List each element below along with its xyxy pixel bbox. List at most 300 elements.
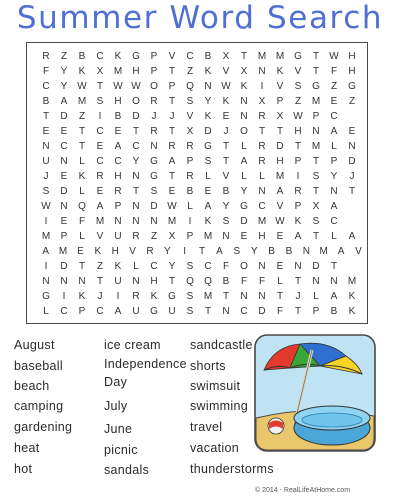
grid-letter: N xyxy=(258,291,266,302)
grid-letter: V xyxy=(96,231,104,242)
grid-letter: B xyxy=(268,246,275,257)
grid-letter: V xyxy=(276,81,284,92)
grid-letter: E xyxy=(42,126,50,137)
grid-letter: K xyxy=(276,66,284,77)
grid-letter: L xyxy=(187,201,193,212)
grid-letter: R xyxy=(42,51,50,62)
grid-letter: X xyxy=(168,231,176,242)
grid-letter: L xyxy=(133,261,139,272)
grid-letter: U xyxy=(114,231,122,242)
grid-letter: M xyxy=(311,141,321,152)
word-list-item: Independence xyxy=(104,357,187,371)
grid-letter: Q xyxy=(204,276,212,287)
grid-letter: S xyxy=(186,291,194,302)
grid-letter: W xyxy=(77,81,87,92)
grid-letter: E xyxy=(60,126,68,137)
grid-letter: K xyxy=(348,306,356,317)
grid-row xyxy=(27,109,367,124)
grid-letter: M xyxy=(347,276,357,287)
grid-letter: V xyxy=(276,201,284,212)
grid-letter: L xyxy=(241,171,247,182)
grid-letter: J xyxy=(169,111,175,122)
grid-row xyxy=(27,229,367,244)
grid-letter: C xyxy=(132,141,140,152)
grid-letter: F xyxy=(222,261,230,272)
grid-letter: G xyxy=(168,291,176,302)
grid-letter: N xyxy=(240,291,248,302)
grid-letter: X xyxy=(276,111,284,122)
grid-letter: X xyxy=(240,66,248,77)
grid-letter: T xyxy=(168,96,176,107)
grid-letter: S xyxy=(233,246,241,257)
grid-letter: L xyxy=(205,171,211,182)
grid-letter: Y xyxy=(163,246,171,257)
grid-letter: V xyxy=(222,66,230,77)
grid-letter: S xyxy=(312,216,320,227)
grid-letter: E xyxy=(204,186,212,197)
word-list-item: camping xyxy=(14,399,64,413)
grid-letter: D xyxy=(60,111,68,122)
grid-letter: S xyxy=(186,96,194,107)
grid-letter: U xyxy=(114,276,122,287)
grid-row xyxy=(27,79,367,94)
grid-letter: S xyxy=(42,186,50,197)
grid-letter: B xyxy=(330,306,338,317)
word-list-item: Day xyxy=(104,375,128,389)
word-list-item: sandcastle xyxy=(190,338,253,352)
grid-letter: Z xyxy=(150,231,158,242)
grid-letter: R xyxy=(146,246,154,257)
grid-letter: S xyxy=(204,156,212,167)
grid-letter: L xyxy=(79,231,85,242)
grid-letter: E xyxy=(276,261,284,272)
grid-letter: K xyxy=(294,216,302,227)
grid-letter: N xyxy=(258,261,266,272)
grid-letter: X xyxy=(258,96,266,107)
grid-row xyxy=(27,274,367,289)
copyright-footer: © 2014 - RealLifeAtHome.com xyxy=(255,487,351,494)
grid-letter: T xyxy=(42,111,50,122)
grid-letter: C xyxy=(330,216,338,227)
grid-letter: L xyxy=(313,291,319,302)
grid-letter: N xyxy=(240,96,248,107)
grid-letter: V xyxy=(294,66,302,77)
grid-row xyxy=(27,154,367,169)
word-list-item: July xyxy=(104,399,128,413)
grid-letter: T xyxy=(132,186,140,197)
page-title: Summer Word Search xyxy=(16,0,384,36)
grid-letter: P xyxy=(168,81,176,92)
grid-letter: X xyxy=(96,66,104,77)
grid-letter: G xyxy=(150,171,158,182)
grid-letter: N xyxy=(312,276,320,287)
grid-letter: V xyxy=(129,246,136,257)
word-list-item: swimming xyxy=(190,399,248,413)
grid-letter: G xyxy=(204,141,212,152)
grid-letter: N xyxy=(150,141,158,152)
grid-letter: G xyxy=(42,291,50,302)
grid-letter: Q xyxy=(78,201,86,212)
grid-letter: C xyxy=(60,306,68,317)
grid-letter: J xyxy=(43,171,49,182)
grid-letter: N xyxy=(42,276,50,287)
grid-letter: M xyxy=(41,231,51,242)
grid-letter: T xyxy=(78,141,86,152)
grid-letter: K xyxy=(348,291,356,302)
grid-letter: R xyxy=(168,141,176,152)
grid-letter: R xyxy=(258,156,266,167)
grid-letter: R xyxy=(258,111,266,122)
grid-letter: M xyxy=(95,216,105,227)
grid-letter: V xyxy=(186,111,194,122)
grid-row xyxy=(27,184,367,199)
grid-letter: P xyxy=(114,201,122,212)
grid-letter: R xyxy=(150,126,158,137)
grid-letter: E xyxy=(330,96,338,107)
grid-letter: C xyxy=(186,51,194,62)
grid-letter: U xyxy=(168,306,176,317)
grid-letter: M xyxy=(319,246,328,257)
grid-letter: N xyxy=(222,306,230,317)
grid-letter: I xyxy=(188,216,192,227)
grid-letter: N xyxy=(348,141,356,152)
grid-letter: R xyxy=(132,231,140,242)
grid-letter: E xyxy=(77,246,84,257)
grid-letter: T xyxy=(240,51,248,62)
grid-letter: P xyxy=(330,156,338,167)
grid-letter: M xyxy=(77,96,87,107)
grid-letter: I xyxy=(62,291,66,302)
grid-letter: O xyxy=(240,126,248,137)
grid-row xyxy=(27,214,367,229)
grid-letter: T xyxy=(294,276,302,287)
grid-letter: N xyxy=(330,276,338,287)
grid-letter: A xyxy=(168,156,176,167)
grid-letter: A xyxy=(240,156,248,167)
grid-letter: T xyxy=(222,156,230,167)
grid-letter: R xyxy=(186,171,194,182)
grid-letter: V xyxy=(355,246,362,257)
grid-letter: D xyxy=(240,216,248,227)
grid-letter: Y xyxy=(168,261,176,272)
grid-letter: L xyxy=(79,186,85,197)
grid-letter: P xyxy=(294,156,302,167)
grid-letter: A xyxy=(204,201,212,212)
word-list-item: swimsuit xyxy=(190,379,241,393)
grid-letter: R xyxy=(294,186,302,197)
word-list-item: thunderstorms xyxy=(190,462,274,476)
grid-letter: P xyxy=(60,231,68,242)
grid-letter: N xyxy=(204,81,212,92)
grid-letter: C xyxy=(96,306,104,317)
grid-letter: C xyxy=(42,81,50,92)
grid-letter: T xyxy=(348,186,356,197)
grid-letter: W xyxy=(167,201,177,212)
grid-letter: N xyxy=(132,216,140,227)
grid-letter: E xyxy=(60,171,68,182)
grid-letter: I xyxy=(183,246,187,257)
grid-letter: S xyxy=(96,96,104,107)
grid-letter: H xyxy=(294,126,302,137)
grid-letter: L xyxy=(43,306,49,317)
grid-letter: T xyxy=(312,156,320,167)
beach-umbrella-pool-illustration xyxy=(254,334,376,452)
word-list-item: vacation xyxy=(190,441,239,455)
grid-letter: C xyxy=(114,156,122,167)
grid-letter: N xyxy=(78,276,86,287)
grid-letter: H xyxy=(348,66,356,77)
grid-letter: K xyxy=(78,66,86,77)
grid-letter: F xyxy=(240,276,248,287)
grid-letter: H xyxy=(348,51,356,62)
grid-letter: P xyxy=(294,201,302,212)
grid-letter: D xyxy=(60,261,68,272)
grid-row xyxy=(27,64,367,79)
grid-letter: A xyxy=(114,306,122,317)
grid-letter: U xyxy=(132,306,140,317)
grid-letter: T xyxy=(132,126,140,137)
grid-letter: N xyxy=(294,261,302,272)
grid-letter: B xyxy=(204,51,212,62)
grid-letter: L xyxy=(277,276,283,287)
grid-letter: W xyxy=(221,81,231,92)
grid-letter: D xyxy=(348,156,356,167)
grid-letter: B xyxy=(186,186,194,197)
grid-letter: X xyxy=(222,51,230,62)
grid-letter: N xyxy=(132,171,140,182)
grid-letter: P xyxy=(186,156,194,167)
grid-letter: A xyxy=(42,246,50,257)
grid-letter: Y xyxy=(60,66,68,77)
grid-letter: A xyxy=(294,231,302,242)
grid-letter: W xyxy=(293,111,303,122)
grid-letter: K xyxy=(240,81,248,92)
grid-letter: T xyxy=(96,81,104,92)
grid-letter: L xyxy=(79,156,85,167)
grid-letter: S xyxy=(186,261,194,272)
grid-letter: A xyxy=(276,186,284,197)
grid-letter: D xyxy=(132,111,140,122)
grid-letter: C xyxy=(96,156,104,167)
grid-letter: P xyxy=(150,66,158,77)
grid-letter: T xyxy=(96,276,104,287)
grid-letter: G xyxy=(150,156,158,167)
grid-letter: A xyxy=(348,231,356,242)
grid-letter: T xyxy=(258,126,266,137)
grid-letter: C xyxy=(240,306,248,317)
grid-letter: N xyxy=(240,111,248,122)
word-list-item: ice cream xyxy=(104,338,161,352)
grid-letter: N xyxy=(60,276,68,287)
grid-letter: T xyxy=(199,246,206,257)
grid-letter: I xyxy=(98,111,102,122)
grid-letter: R xyxy=(114,186,122,197)
grid-letter: B xyxy=(222,186,230,197)
grid-letter: N xyxy=(330,186,338,197)
grid-letter: J xyxy=(97,291,103,302)
grid-letter: N xyxy=(312,126,320,137)
grid-letter: T xyxy=(294,306,302,317)
grid-letter: P xyxy=(150,51,158,62)
grid-letter: K xyxy=(204,66,212,77)
grid-letter: D xyxy=(60,186,68,197)
grid-row xyxy=(27,244,367,259)
grid-letter: A xyxy=(96,201,104,212)
grid-letter: H xyxy=(111,246,119,257)
grid-row xyxy=(27,139,367,154)
grid-letter: F xyxy=(258,276,266,287)
grid-letter: V xyxy=(222,171,230,182)
grid-letter: Q xyxy=(186,81,194,92)
grid-letter: I xyxy=(296,171,300,182)
grid-letter: E xyxy=(96,141,104,152)
word-list-item: beach xyxy=(14,379,50,393)
grid-letter: L xyxy=(331,231,337,242)
grid-letter: N xyxy=(258,66,266,77)
grid-letter: J xyxy=(151,111,157,122)
word-list-item: picnic xyxy=(104,443,138,457)
grid-letter: S xyxy=(186,306,194,317)
grid-row xyxy=(27,259,367,274)
grid-letter: Y xyxy=(250,246,258,257)
grid-letter: X xyxy=(312,201,320,212)
grid-letter: Z xyxy=(330,81,338,92)
grid-letter: L xyxy=(259,171,265,182)
grid-letter: T xyxy=(204,306,212,317)
grid-letter: S xyxy=(222,216,230,227)
grid-letter: E xyxy=(168,186,176,197)
grid-letter: Y xyxy=(60,81,68,92)
grid-letter: Y xyxy=(204,96,212,107)
word-list-item: August xyxy=(14,338,55,352)
grid-letter: E xyxy=(240,231,248,242)
grid-letter: I xyxy=(260,81,264,92)
grid-letter: I xyxy=(116,291,120,302)
grid-letter: H xyxy=(132,66,140,77)
grid-row xyxy=(27,304,367,319)
grid-letter: N xyxy=(132,276,140,287)
grid-letter: K xyxy=(150,291,158,302)
grid-letter: M xyxy=(58,246,68,257)
grid-letter: Q xyxy=(186,276,194,287)
grid-letter: A xyxy=(114,141,122,152)
grid-letter: T xyxy=(222,291,230,302)
grid-row xyxy=(27,199,367,214)
grid-letter: D xyxy=(312,261,320,272)
grid-letter: T xyxy=(78,261,86,272)
grid-letter: B xyxy=(222,276,230,287)
grid-letter: T xyxy=(294,141,302,152)
grid-letter: L xyxy=(331,141,337,152)
grid-letter: M xyxy=(203,291,213,302)
grid-row xyxy=(27,169,367,184)
grid-letter: Z xyxy=(78,111,86,122)
grid-letter: N xyxy=(222,231,230,242)
grid-letter: B xyxy=(114,111,122,122)
grid-letter: M xyxy=(203,231,213,242)
grid-letter: G xyxy=(150,306,158,317)
grid-letter: N xyxy=(150,216,158,227)
grid-letter: R xyxy=(186,141,194,152)
grid-letter: P xyxy=(186,231,194,242)
grid-letter: E xyxy=(96,186,104,197)
grid-letter: F xyxy=(276,306,284,317)
grid-letter: M xyxy=(167,216,177,227)
grid-letter: D xyxy=(204,126,212,137)
grid-row xyxy=(27,124,367,139)
grid-letter: K xyxy=(94,246,102,257)
grid-letter: P xyxy=(78,306,86,317)
grid-letter: K xyxy=(204,216,212,227)
word-list-item: baseball xyxy=(14,359,63,373)
grid-letter: Z xyxy=(294,96,302,107)
grid-letter: M xyxy=(113,66,123,77)
grid-row xyxy=(27,49,367,64)
grid-letter: T xyxy=(168,171,176,182)
grid-letter: Y xyxy=(132,156,140,167)
grid-letter: B xyxy=(42,96,50,107)
grid-letter: Z xyxy=(186,66,194,77)
grid-letter: A xyxy=(330,126,338,137)
grid-letter: T xyxy=(168,66,176,77)
grid-letter: L xyxy=(241,141,247,152)
grid-letter: E xyxy=(348,126,356,137)
grid-letter: Y xyxy=(330,171,338,182)
grid-letter: M xyxy=(257,216,267,227)
grid-letter: N xyxy=(258,186,266,197)
grid-letter: C xyxy=(96,51,104,62)
grid-letter: E xyxy=(222,111,230,122)
grid-letter: Z xyxy=(96,261,104,272)
grid-letter: S xyxy=(312,171,320,182)
grid-letter: K xyxy=(222,96,230,107)
grid-letter: P xyxy=(312,111,320,122)
grid-letter: C xyxy=(60,141,68,152)
grid-letter: N xyxy=(60,201,68,212)
grid-letter: Z xyxy=(60,51,68,62)
grid-letter: K xyxy=(78,291,86,302)
grid-letter: C xyxy=(96,126,104,137)
grid-letter: S xyxy=(294,81,302,92)
grid-letter: N xyxy=(114,216,122,227)
grid-letter: J xyxy=(295,291,301,302)
grid-letter: E xyxy=(276,231,284,242)
grid-letter: N xyxy=(60,156,68,167)
grid-letter: B xyxy=(78,51,86,62)
grid-letter: H xyxy=(114,171,122,182)
grid-letter: T xyxy=(276,126,284,137)
word-list-item: hot xyxy=(14,462,33,476)
grid-letter: A xyxy=(330,201,338,212)
grid-letter: H xyxy=(276,156,284,167)
grid-letter: S xyxy=(150,186,158,197)
grid-letter: E xyxy=(114,126,122,137)
grid-letter: T xyxy=(168,126,176,137)
grid-letter: U xyxy=(42,156,50,167)
grid-letter: N xyxy=(302,246,310,257)
grid-letter: T xyxy=(222,141,230,152)
grid-letter: O xyxy=(132,96,140,107)
grid-letter: N xyxy=(132,201,140,212)
grid-letter: R xyxy=(258,141,266,152)
grid-letter: O xyxy=(150,81,158,92)
grid-letter: R xyxy=(150,96,158,107)
grid-letter: K xyxy=(204,111,212,122)
grid-row xyxy=(27,94,367,109)
grid-row xyxy=(27,289,367,304)
grid-letter: A xyxy=(216,246,223,257)
grid-letter: N xyxy=(42,141,50,152)
